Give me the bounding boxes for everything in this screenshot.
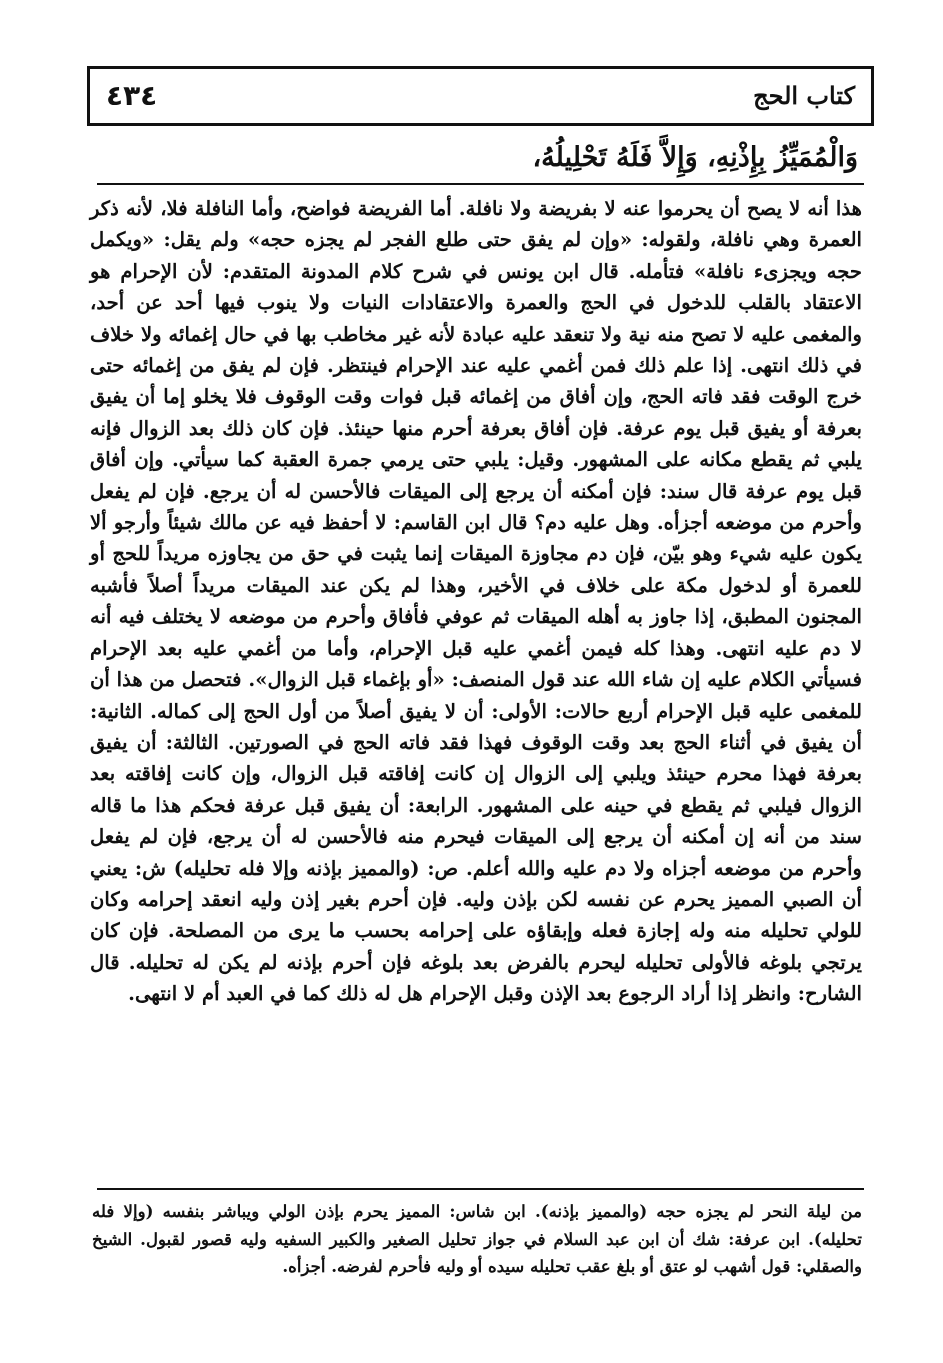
- footnote-divider: [97, 1188, 864, 1190]
- matn-text: وَالْمُمَيِّزُ بِإِذْنِهِ، وَإِلاَّ فَلَهُ تَحْلِيلُهُ،: [532, 142, 858, 173]
- top-divider: [97, 183, 864, 185]
- footnote-paragraph: من ليلة النحر لم يجزه حجه (والمميز بإذنه). ابن شاس: المميز يحرم بإذن الولي ويباشر بنفسه (وإلا فله تحليله). ابن عرفة: شك أن ابن عبد السلام في جواز تحليل الصغير والكبير السفيه وليه قصور لقبول. الشيخ والصقلي: قول أشهب لو عتق أو بلغ عقب تحليله سيده أو وليه فأحرم لفرضه. أجزأه.: [92, 1201, 862, 1277]
- page-header: [87, 66, 874, 126]
- page-number: ٤٣٤: [106, 79, 158, 112]
- commentary-body: [90, 193, 862, 1010]
- footnote-body: [92, 1198, 862, 1281]
- book-title: كتاب الحج: [753, 81, 855, 110]
- commentary-paragraph: هذا أنه لا يصح أن يحرموا عنه لا بفريضة ولا نافلة. أما الفريضة فواضح، وأما النافلة فلا، لأنه ذكر العمرة وهي نافلة، ولقوله: «وإن لم يفق حتى طلع الفجر لم يجزه حجه» ولم يقل: «ويكمل حجه ويجزىء نافلة» فتأمله. قال ابن يونس في شرح كلام المدونة المتقدم: لأن الإحرام هو الاعتقاد بالقلب للدخول في الحج والعمرة والاعتقادات النيات ولا ينوب فيها أحد عن أحد، والمغمى عليه لا تصح منه نية ولا تنعقد عليه عبادة لأنه غير مخاطب بها في حال إغمائه ولا خلاف في ذلك انتهى. إذا علم ذلك فمن أغمي عليه عند الإحرام فينتظر. فإن لم يفق من إغمائه حتى خرج الوقت فقد فاته الحج، وإن أفاق من إغمائه قبل فوات وقت الوقوف فلا يخلو إما أن يفيق بعرفة أو يفيق قبل يوم عرفة. فإن أفاق بعرفة أحرم منها حينئذ. فإن كان ذلك بعد الزوال فإنه يلبي ثم يقطع مكانه على المشهور. وقيل: يلبي حتى يرمي جمرة العقبة كما سيأتي. وإن أفاق قبل يوم عرفة قال سند: فإن أمكنه أن يرجع إلى الميقات فالأحسن له أن يرجع. فإن لم يفعل وأحرم من موضعه أجزأه. وهل عليه دم؟ قال ابن القاسم: لا أحفظ فيه عن مالك شيئاً وأرجو ألا يكون عليه شيء وهو بيّن، فإن دم مجاوزة الميقات إنما يثبت في حق من يجاوزه مريداً للحج أو للعمرة أو لدخول مكة على خلاف في الأخير، وهذا لم يكن عند الميقات مريداً أصلاً فأشبه المجنون المطبق، إذا جاوز به أهله الميقات ثم عوفي فأفاق وأحرم من موضعه لا يختلف فيه أنه لا دم عليه انتهى. وهذا كله فيمن أغمي عليه قبل الإحرام، وأما من أغمي عليه بعد الإحرام فسيأتي الكلام عليه إن شاء الله عند قول المنصف: «أو بإغماء قبل الزوال». فتحصل من هذا أن للمغمى عليه قبل الإحرام أربع حالات: الأولى: أن لا يفيق أصلاً من أول الحج إلى كماله. الثانية: أن يفيق في أثناء الحج بعد وقت الوقوف فهذا فقد فاته الحج في الصورتين. الثالثة: أن يفيق بعرفة فهذا محرم حينئذ ويلبي إلى الزوال إن كانت إفاقته قبل الزوال، وإن كانت إفاقته بعد الزوال فيلبي ثم يقطع في حينه على المشهور. الرابعة: أن يفيق قبل عرفة فحكم هذا ما قاله سند من أنه إن أمكنه أن يرجع إلى الميقات فيحرم منه فالأحسن له أن يرجع، فإن لم يفعل وأحرم من موضعه أجزاه ولا دم عليه والله أعلم. ص: (والمميز بإذنه وإلا فله تحليله) ش: يعني أن الصبي المميز يحرم عن نفسه لكن بإذن وليه. فإن أحرم بغير إذن وليه انعقد إحرامه وكان للولي تحليله منه وله إجازة فعله وإبقاؤه على إحرامه بحسب ما يرى من المصلحة. فإن كان يرتجي بلوغه فالأولى تحليله ليحرم بالفرض بعد بلوغه فإن أحرم بإذنه لم يكن له تحليله. قال الشارح: وانظر إذا أراد الرجوع بعد الإذن وقبل الإحرام هل له ذلك كما في العبد أم لا انتهى.: [90, 197, 862, 1006]
